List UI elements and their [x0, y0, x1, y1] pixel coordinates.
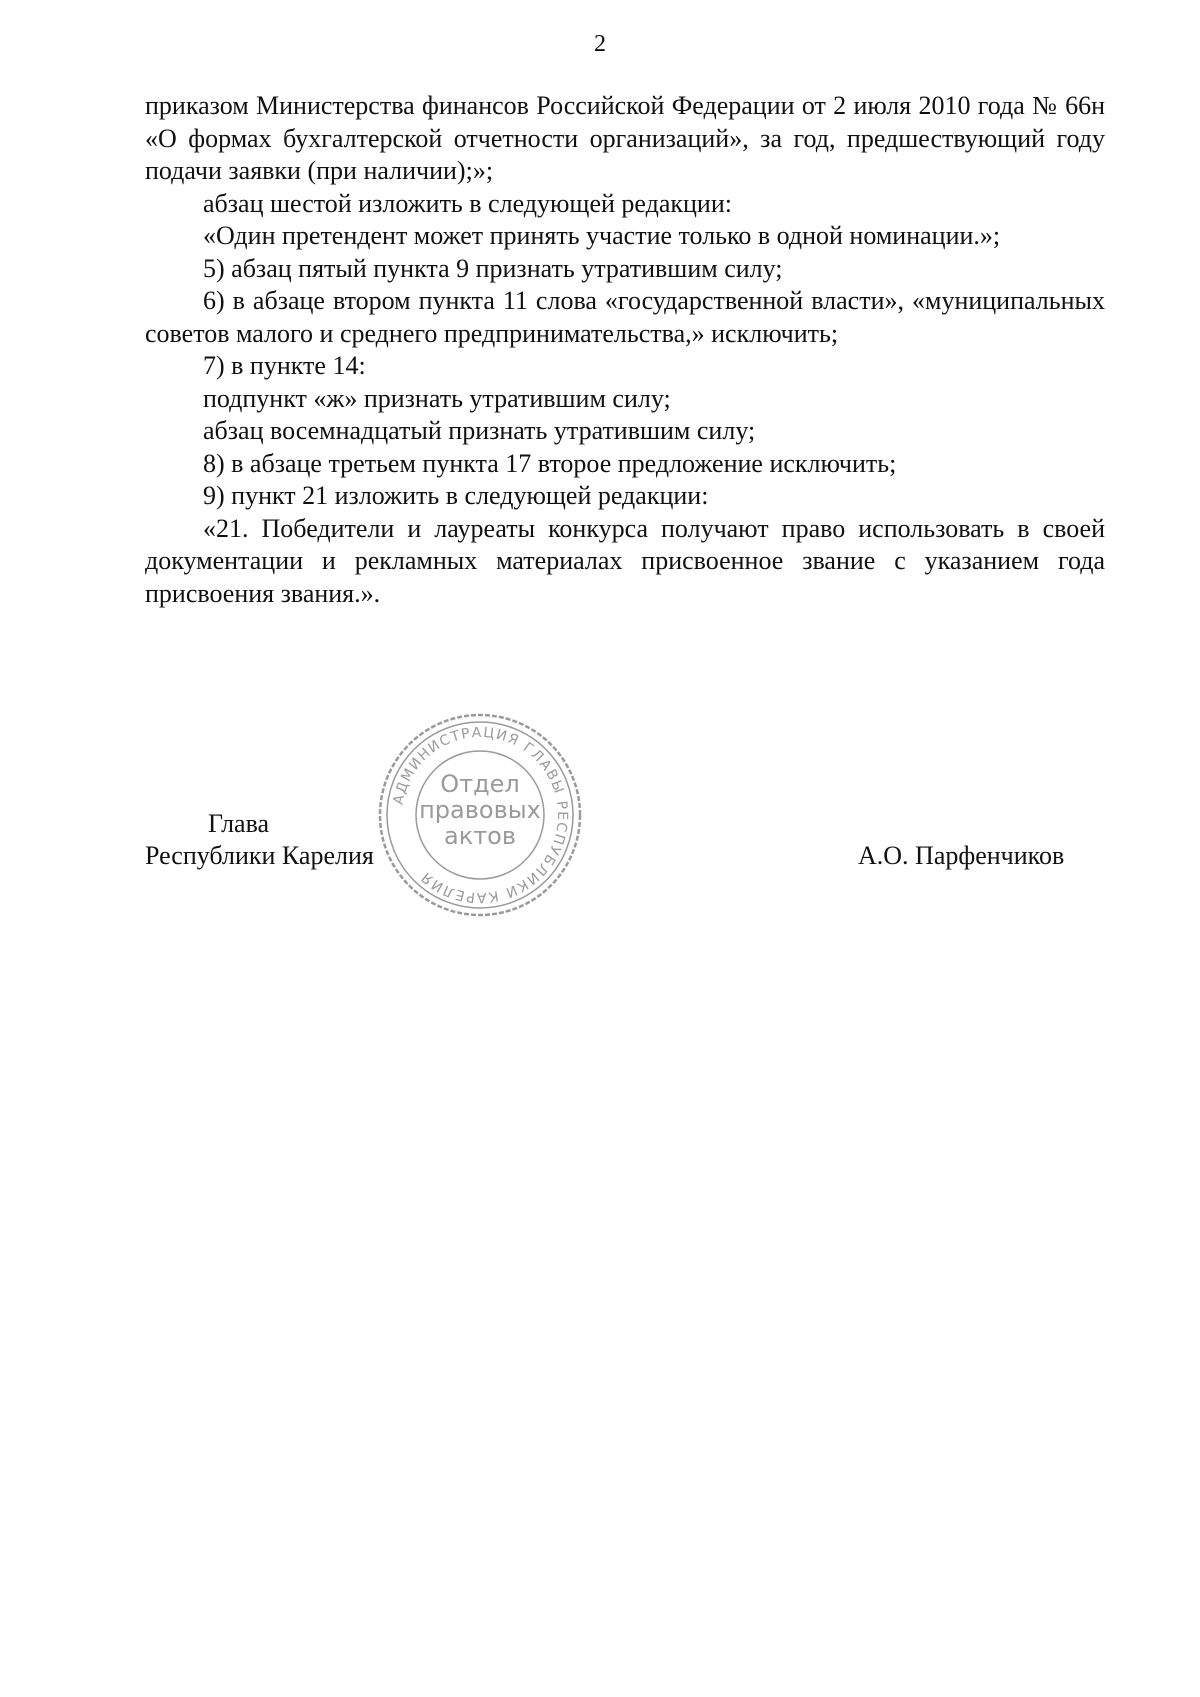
paragraph-item-21: «21. Победители и лауреаты конкурса получают право использовать в своей документации и рекламных материалах присвоенное звание с указанием года присвоения звания.». [145, 513, 1105, 608]
paragraph-item-7: 7) в пункте 14: [203, 351, 366, 380]
signature-organization: Республики Карелия [145, 841, 374, 870]
paragraph-item-9: 9) пункт 21 изложить в следующей редакции: [203, 481, 709, 510]
page-number: 2 [594, 31, 606, 57]
paragraph-abzac-6: абзац шестой изложить в следующей редакции: [203, 188, 732, 218]
paragraph-item-6: 6) в абзаце втором пункта 11 слова «государственной власти», «муниципальных советов малого и среднего предпринимательства,» исключить; [145, 286, 1105, 348]
stamp-line-2: правовых [419, 796, 541, 824]
paragraph-subitem-zh: подпункт «ж» признать утратившим силу; [203, 383, 671, 413]
paragraph-abzac-18: абзац восемнадцатый признать утратившим силу; [203, 416, 756, 445]
stamp-line-1: Отдел [440, 770, 520, 798]
stamp-ring-text: АДМИНИСТРАЦИЯ ГЛАВЫ РЕСПУБЛИКИ КАРЕЛИЯ [390, 724, 571, 906]
paragraph-continuation: приказом Министерства финансов Российской Федерации от 2 июля 2010 года № 66н «О формах бухгалтерской отчетности организаций», за год, предшествующий году подачи заявки (при наличии);»; [145, 91, 1105, 185]
paragraph-item-8: 8) в абзаце третьем пункта 17 второе предложение исключить; [203, 448, 897, 478]
stamp-seal-icon [375, 710, 585, 920]
stamp-line-3: актов [443, 822, 517, 850]
signature-title: Глава [208, 809, 270, 838]
signature-name: А.О. Парфенчиков [858, 841, 1065, 870]
paragraph-quote-nomination: «Один претендент может принять участие только в одной номинации.»; [203, 221, 1001, 250]
official-stamp [375, 710, 585, 920]
paragraph-item-5: 5) абзац пятый пункта 9 признать утратившим силу; [203, 253, 783, 283]
document-body [145, 90, 1105, 610]
